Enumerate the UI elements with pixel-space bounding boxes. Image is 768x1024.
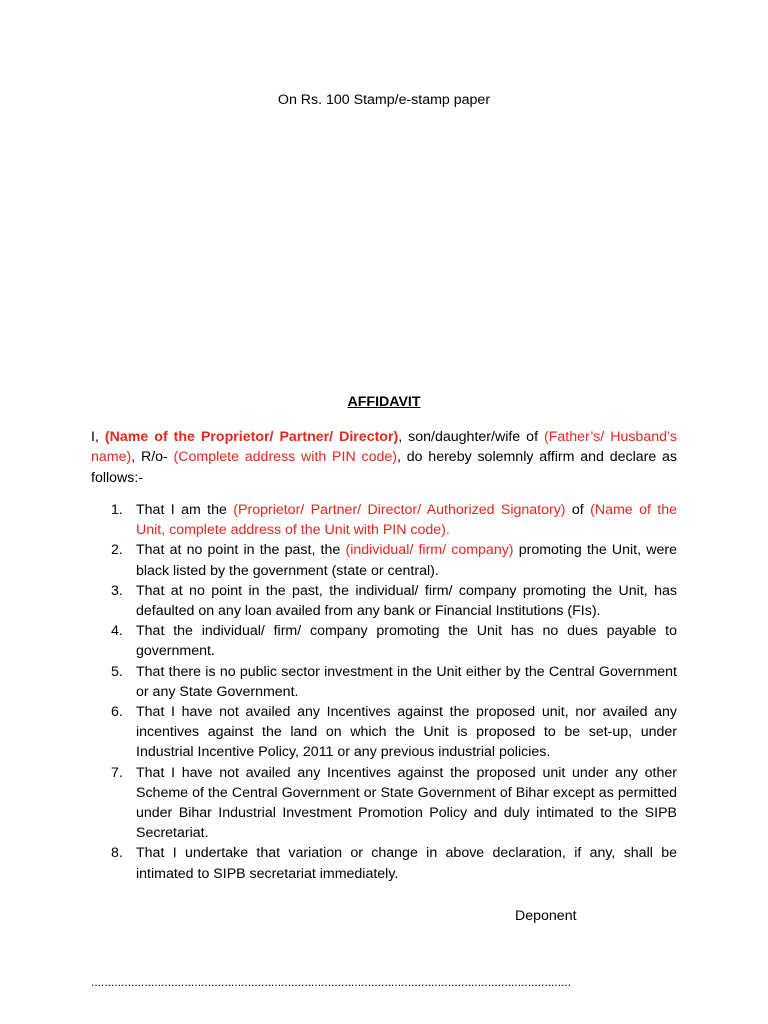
- list-item: [91, 763, 677, 844]
- role-placeholder: (Proprietor/ Partner/ Director/ Authorized Signatory): [233, 502, 566, 518]
- intro-text-3: , R/o-: [131, 449, 174, 466]
- intro-text-4: , do hereby solemnly affirm and declare as follows:-: [91, 449, 677, 486]
- list-item: [91, 621, 677, 661]
- list-number: 2.: [111, 542, 123, 559]
- list-item: [91, 843, 677, 883]
- intro-text-2: , son/daughter/wife of: [398, 429, 545, 445]
- item-text: That I undertake that variation or change in above declaration, if any, shall be intimated to SIPB secretariat immediately.: [136, 845, 677, 882]
- unit-placeholder: (Name of the Unit, complete address of the Unit with PIN code).: [136, 502, 678, 539]
- item-text: That I have not availed any Incentives against the proposed unit under any other Scheme of the Central Government or State Government of Bihar except as permitted under Bihar Industrial Investment Promotion Policy and duly intimated to the SIPB Secretariat.: [136, 764, 677, 842]
- father-name-placeholder: (Father’s/ Husband’s name): [91, 429, 677, 466]
- list-number: 8.: [111, 845, 123, 862]
- list-item: [91, 500, 677, 540]
- item-text: promoting the Unit, were black listed by the government (state or central).: [136, 542, 677, 579]
- intro-text-1: I,: [91, 429, 99, 445]
- intro-paragraph: [91, 427, 677, 488]
- list-number: 3.: [111, 582, 123, 599]
- declaration-list: [91, 500, 677, 884]
- item-text: That at no point in the past, the individual/ firm/ company promoting the Unit, has defaulted on any loan availed from any bank or Financial Institutions (FIs).: [136, 582, 677, 620]
- page-title: AFFIDAVIT: [347, 394, 421, 410]
- deponent-label: Deponent: [515, 908, 577, 924]
- list-number: 6.: [111, 704, 123, 721]
- list-number: 7.: [111, 764, 123, 781]
- item-text: That I have not availed any Incentives against the proposed unit, nor availed any incentives against the land on which the Unit is proposed to be set-up, under Industrial Incentive Policy, 2011 or any previous industrial policies.: [136, 704, 677, 761]
- list-item: [91, 581, 677, 621]
- item-text: That there is no public sector investment in the Unit either by the Central Government or any State Government.: [136, 663, 677, 700]
- item-text: That I am the: [136, 502, 234, 518]
- list-item: [91, 540, 677, 580]
- address-placeholder: (Complete address with PIN code): [173, 449, 397, 466]
- entity-placeholder: (individual/ firm/ company): [345, 542, 514, 559]
- list-number: 4.: [111, 623, 123, 640]
- item-text: That at no point in the past, the: [136, 542, 346, 559]
- list-number: 5.: [111, 663, 123, 680]
- list-item: [91, 702, 677, 763]
- item-text: of: [565, 502, 591, 518]
- stamp-note: On Rs. 100 Stamp/e-stamp paper: [277, 92, 491, 108]
- name-placeholder: (Name of the Proprietor/ Partner/ Director): [104, 429, 399, 445]
- item-text: That the individual/ firm/ company promoting the Unit has no dues payable to government.: [136, 623, 677, 660]
- list-item: [91, 662, 677, 702]
- dotted-separator: ................................................................................................................................................: [91, 975, 572, 989]
- list-number: 1.: [111, 502, 123, 518]
